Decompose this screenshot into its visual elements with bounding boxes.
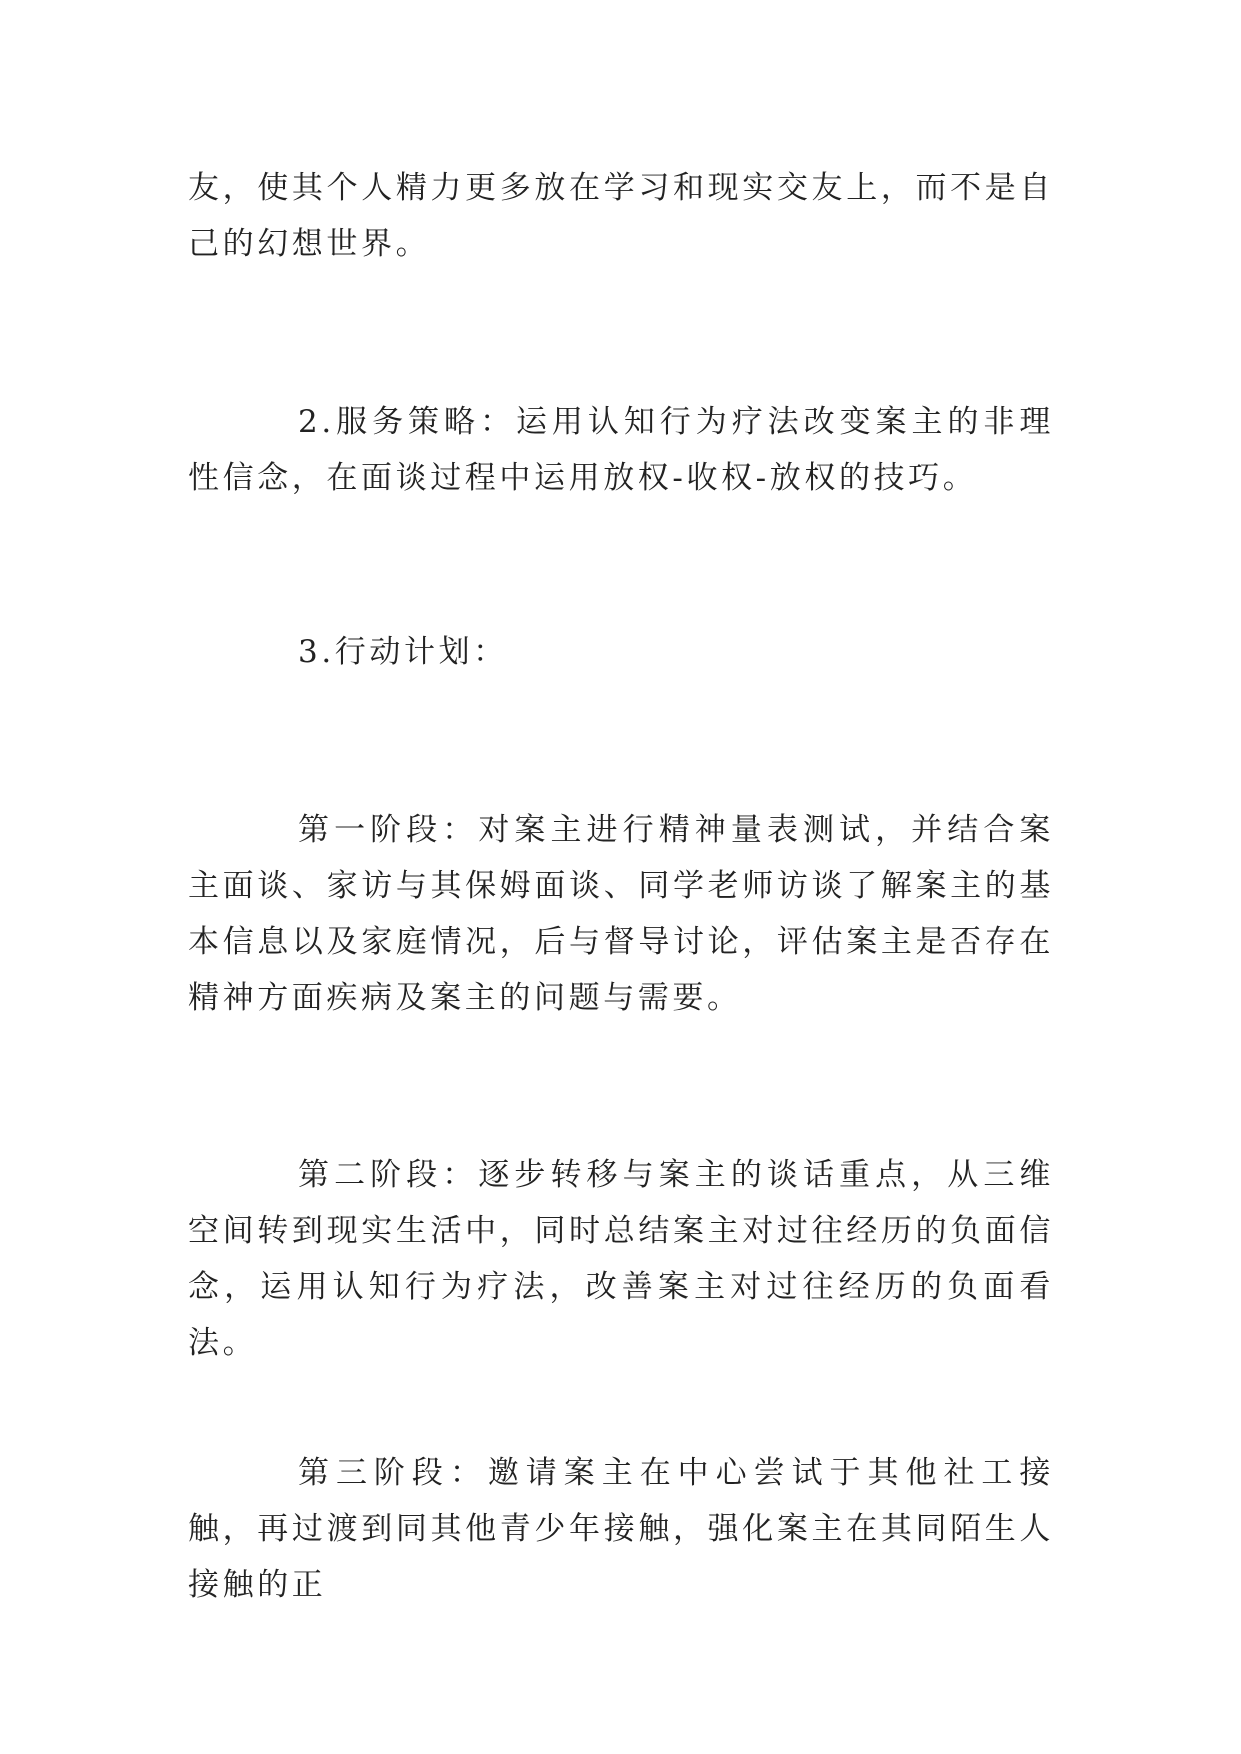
paragraph-stage-three: 第三阶段：邀请案主在中心尝试于其他社工接触，再过渡到同其他青少年接触，强化案主在其同陌生人接触的正	[188, 1455, 1054, 1603]
paragraph-stage-two: 第二阶段：逐步转移与案主的谈话重点，从三维空间转到现实生活中，同时总结案主对过往经历的负面信念，运用认知行为疗法，改善案主对过往经历的负面看法。	[188, 1157, 1054, 1361]
paragraph-service-strategy: 2.服务策略：运用认知行为疗法改变案主的非理性信念，在面谈过程中运用放权-收权-放权的技巧。	[188, 404, 1054, 496]
paragraph-stage-one: 第一阶段：对案主进行精神量表测试，并结合案主面谈、家访与其保姆面谈、同学老师访谈了解案主的基本信息以及家庭情况，后与督导讨论，评估案主是否存在精神方面疾病及案主的问题与需要。	[188, 812, 1054, 1016]
paragraph-continuation: 友，使其个人精力更多放在学习和现实交友上，而不是自己的幻想世界。	[188, 170, 1054, 262]
paragraph-action-plan-heading: 3.行动计划：	[298, 634, 508, 670]
